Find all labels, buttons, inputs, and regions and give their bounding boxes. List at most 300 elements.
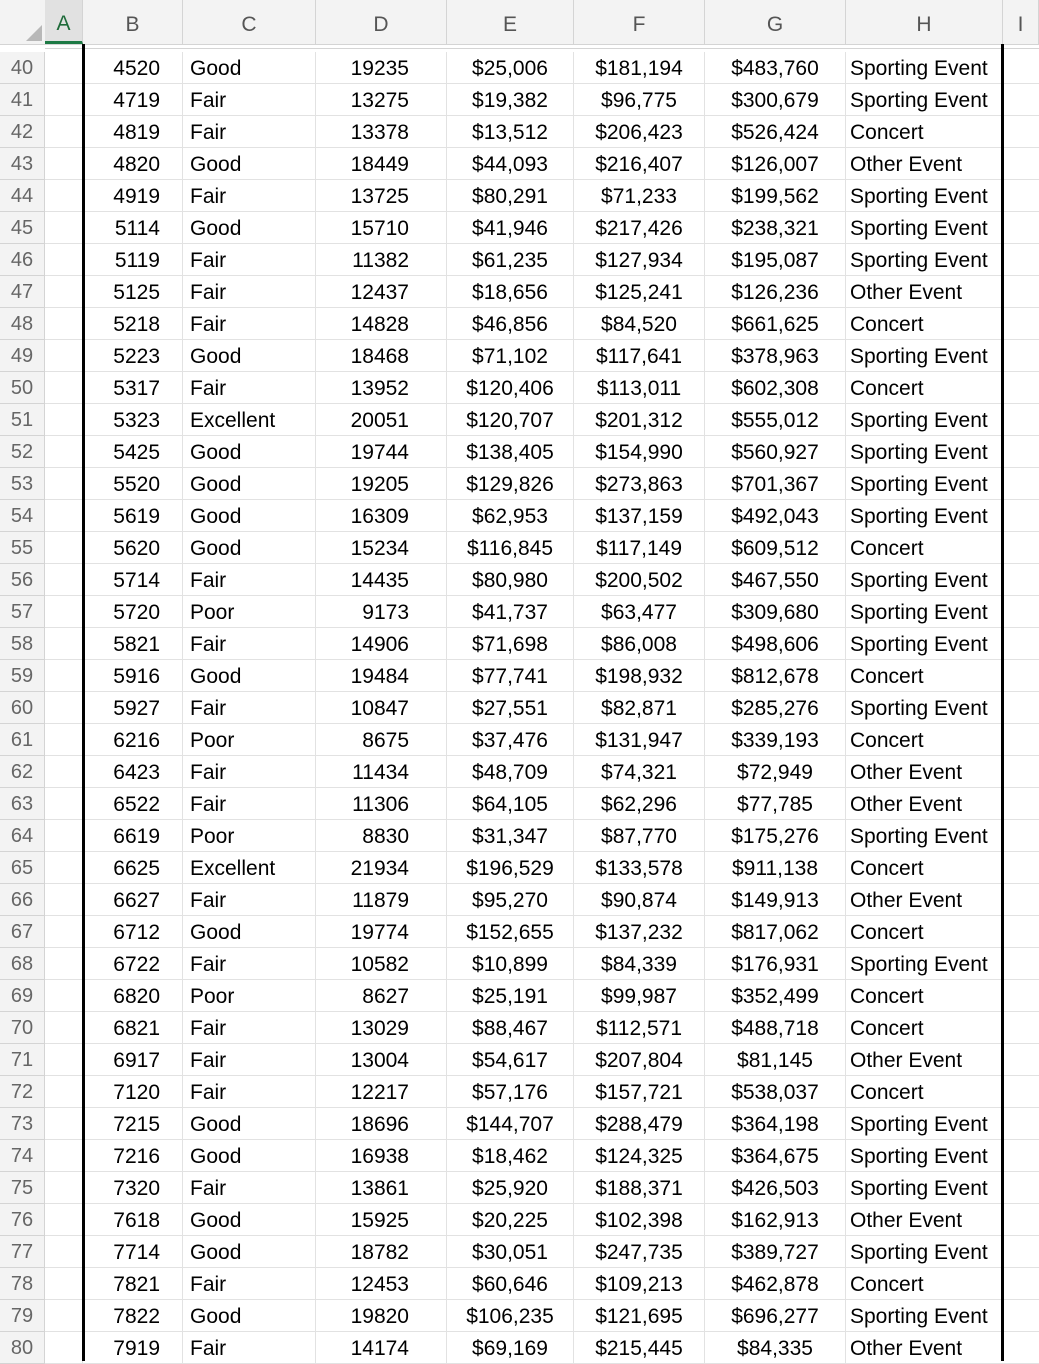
cell-a[interactable] (45, 212, 83, 244)
cell-f[interactable]: $84,520 (574, 308, 705, 340)
cell-h[interactable]: Sporting Event (846, 404, 1003, 436)
cell-e[interactable]: $41,737 (447, 596, 574, 628)
cell-f[interactable]: $200,502 (574, 564, 705, 596)
cell-d[interactable]: 19744 (316, 436, 447, 468)
cell-h[interactable]: Other Event (846, 276, 1003, 308)
cell-e[interactable]: $25,191 (447, 980, 574, 1012)
cell-f[interactable]: $117,641 (574, 340, 705, 372)
cell-f[interactable]: $82,871 (574, 692, 705, 724)
cell-h[interactable]: Other Event (846, 1044, 1003, 1076)
cell-e[interactable]: $41,946 (447, 212, 574, 244)
cell-d[interactable]: 11879 (316, 884, 447, 916)
cell-d[interactable]: 19235 (316, 52, 447, 84)
cell-b[interactable]: 5927 (83, 692, 183, 724)
cell-d[interactable]: 8627 (316, 980, 447, 1012)
cell-c[interactable]: Fair (183, 276, 316, 308)
cell-e[interactable]: $54,617 (447, 1044, 574, 1076)
cell-g[interactable]: $285,276 (705, 692, 846, 724)
cell-d[interactable]: 13275 (316, 84, 447, 116)
cell-h[interactable]: Other Event (846, 884, 1003, 916)
cell-b[interactable]: 7215 (83, 1108, 183, 1140)
cell-c[interactable]: Good (183, 916, 316, 948)
cell-b[interactable]: 6619 (83, 820, 183, 852)
cell-g[interactable]: $555,012 (705, 404, 846, 436)
cell-c[interactable]: Good (183, 1236, 316, 1268)
cell-g[interactable]: $817,062 (705, 916, 846, 948)
row-number[interactable]: 44 (0, 180, 45, 212)
cell-a[interactable] (45, 340, 83, 372)
cell-d[interactable]: 8675 (316, 724, 447, 756)
cell-a[interactable] (45, 628, 83, 660)
cell-i[interactable] (1003, 1108, 1039, 1140)
cell-g[interactable]: $526,424 (705, 116, 846, 148)
row-number[interactable]: 59 (0, 660, 45, 692)
cell-a[interactable] (45, 596, 83, 628)
cell-a[interactable] (45, 916, 83, 948)
cell-g[interactable]: $602,308 (705, 372, 846, 404)
cell-i[interactable] (1003, 1172, 1039, 1204)
cell-c[interactable]: Good (183, 340, 316, 372)
cell-f[interactable]: $157,721 (574, 1076, 705, 1108)
cell-d[interactable]: 14435 (316, 564, 447, 596)
cell-i[interactable] (1003, 468, 1039, 500)
cell-a[interactable] (45, 1172, 83, 1204)
column-header-h[interactable]: H (846, 0, 1003, 44)
cell-f[interactable]: $188,371 (574, 1172, 705, 1204)
cell-i[interactable] (1003, 500, 1039, 532)
cell-d[interactable]: 14906 (316, 628, 447, 660)
row-number[interactable]: 40 (0, 52, 45, 84)
cell-h[interactable]: Concert (846, 660, 1003, 692)
row-number[interactable]: 48 (0, 308, 45, 340)
column-header-g[interactable]: G (705, 0, 846, 44)
cell-i[interactable] (1003, 244, 1039, 276)
cell-c[interactable]: Fair (183, 628, 316, 660)
cell-a[interactable] (45, 116, 83, 148)
cell-b[interactable]: 5317 (83, 372, 183, 404)
cell-e[interactable]: $60,646 (447, 1268, 574, 1300)
cell-d[interactable]: 13029 (316, 1012, 447, 1044)
cell-i[interactable] (1003, 756, 1039, 788)
cell-i[interactable] (1003, 660, 1039, 692)
cell-i[interactable] (1003, 212, 1039, 244)
cell-b[interactable]: 5720 (83, 596, 183, 628)
cell-a[interactable] (45, 1300, 83, 1332)
cell-f[interactable]: $63,477 (574, 596, 705, 628)
cell-c[interactable]: Good (183, 1204, 316, 1236)
cell-b[interactable]: 7216 (83, 1140, 183, 1172)
cell-i[interactable] (1003, 1332, 1039, 1364)
cell-h[interactable]: Sporting Event (846, 436, 1003, 468)
cell-b[interactable]: 7120 (83, 1076, 183, 1108)
row-number[interactable]: 74 (0, 1140, 45, 1172)
cell-c[interactable]: Fair (183, 1172, 316, 1204)
cell-g[interactable]: $701,367 (705, 468, 846, 500)
cell-c[interactable]: Poor (183, 980, 316, 1012)
cell-d[interactable]: 15925 (316, 1204, 447, 1236)
cell-c[interactable]: Fair (183, 788, 316, 820)
cell-d[interactable]: 13004 (316, 1044, 447, 1076)
cell-h[interactable]: Sporting Event (846, 820, 1003, 852)
cell-c[interactable]: Excellent (183, 852, 316, 884)
cell-g[interactable]: $300,679 (705, 84, 846, 116)
cell-e[interactable]: $25,006 (447, 52, 574, 84)
cell-e[interactable]: $64,105 (447, 788, 574, 820)
cell-i[interactable] (1003, 1044, 1039, 1076)
cell-d[interactable]: 18449 (316, 148, 447, 180)
cell-a[interactable] (45, 52, 83, 84)
cell-i[interactable] (1003, 948, 1039, 980)
cell-f[interactable]: $113,011 (574, 372, 705, 404)
row-number[interactable]: 75 (0, 1172, 45, 1204)
cell-e[interactable]: $88,467 (447, 1012, 574, 1044)
cell-a[interactable] (45, 1140, 83, 1172)
cell-b[interactable]: 6625 (83, 852, 183, 884)
cell-f[interactable]: $216,407 (574, 148, 705, 180)
cell-a[interactable] (45, 564, 83, 596)
cell-h[interactable]: Sporting Event (846, 52, 1003, 84)
cell-e[interactable]: $30,051 (447, 1236, 574, 1268)
cell-h[interactable]: Sporting Event (846, 180, 1003, 212)
cell-c[interactable]: Excellent (183, 404, 316, 436)
cell-b[interactable]: 6917 (83, 1044, 183, 1076)
cell-e[interactable]: $18,462 (447, 1140, 574, 1172)
cell-h[interactable]: Sporting Event (846, 596, 1003, 628)
cell-b[interactable]: 7822 (83, 1300, 183, 1332)
cell-g[interactable]: $538,037 (705, 1076, 846, 1108)
cell-e[interactable]: $152,655 (447, 916, 574, 948)
row-number[interactable]: 67 (0, 916, 45, 948)
cell-e[interactable]: $80,291 (447, 180, 574, 212)
cell-g[interactable]: $498,606 (705, 628, 846, 660)
cell-i[interactable] (1003, 1012, 1039, 1044)
cell-b[interactable]: 5425 (83, 436, 183, 468)
cell-a[interactable] (45, 660, 83, 692)
cell-i[interactable] (1003, 372, 1039, 404)
cell-i[interactable] (1003, 180, 1039, 212)
cell-h[interactable]: Concert (846, 372, 1003, 404)
cell-a[interactable] (45, 308, 83, 340)
cell-f[interactable]: $102,398 (574, 1204, 705, 1236)
cell-h[interactable]: Concert (846, 1012, 1003, 1044)
cell-i[interactable] (1003, 788, 1039, 820)
row-number[interactable]: 64 (0, 820, 45, 852)
row-number[interactable]: 76 (0, 1204, 45, 1236)
cell-a[interactable] (45, 372, 83, 404)
cell-b[interactable]: 6722 (83, 948, 183, 980)
cell-e[interactable]: $77,741 (447, 660, 574, 692)
cell-h[interactable]: Sporting Event (846, 692, 1003, 724)
cell-f[interactable]: $90,874 (574, 884, 705, 916)
cell-i[interactable] (1003, 52, 1039, 84)
cell-b[interactable]: 6423 (83, 756, 183, 788)
cell-f[interactable]: $288,479 (574, 1108, 705, 1140)
cell-g[interactable]: $492,043 (705, 500, 846, 532)
row-number[interactable]: 49 (0, 340, 45, 372)
cell-e[interactable]: $106,235 (447, 1300, 574, 1332)
cell-b[interactable]: 4820 (83, 148, 183, 180)
cell-e[interactable]: $95,270 (447, 884, 574, 916)
cell-g[interactable]: $462,878 (705, 1268, 846, 1300)
cell-f[interactable]: $207,804 (574, 1044, 705, 1076)
cell-a[interactable] (45, 180, 83, 212)
cell-c[interactable]: Fair (183, 180, 316, 212)
cell-b[interactable]: 6522 (83, 788, 183, 820)
cell-c[interactable]: Fair (183, 84, 316, 116)
cell-e[interactable]: $120,406 (447, 372, 574, 404)
cell-d[interactable]: 19205 (316, 468, 447, 500)
cell-g[interactable]: $81,145 (705, 1044, 846, 1076)
cell-a[interactable] (45, 468, 83, 500)
cell-b[interactable]: 5620 (83, 532, 183, 564)
column-header-c[interactable]: C (183, 0, 316, 44)
cell-g[interactable]: $560,927 (705, 436, 846, 468)
cell-f[interactable]: $109,213 (574, 1268, 705, 1300)
cell-f[interactable]: $137,159 (574, 500, 705, 532)
cell-b[interactable]: 5218 (83, 308, 183, 340)
cell-a[interactable] (45, 1332, 83, 1364)
row-number[interactable]: 73 (0, 1108, 45, 1140)
cell-d[interactable]: 18696 (316, 1108, 447, 1140)
cell-a[interactable] (45, 1236, 83, 1268)
cell-f[interactable]: $247,735 (574, 1236, 705, 1268)
cell-e[interactable]: $48,709 (447, 756, 574, 788)
cell-b[interactable]: 5223 (83, 340, 183, 372)
cell-c[interactable]: Fair (183, 1268, 316, 1300)
row-number[interactable]: 56 (0, 564, 45, 596)
cell-c[interactable]: Good (183, 212, 316, 244)
cell-d[interactable]: 13725 (316, 180, 447, 212)
cell-b[interactable]: 5125 (83, 276, 183, 308)
cell-d[interactable]: 13378 (316, 116, 447, 148)
row-number[interactable]: 60 (0, 692, 45, 724)
cell-f[interactable]: $62,296 (574, 788, 705, 820)
cell-c[interactable]: Fair (183, 372, 316, 404)
cell-a[interactable] (45, 404, 83, 436)
cell-f[interactable]: $84,339 (574, 948, 705, 980)
cell-i[interactable] (1003, 148, 1039, 180)
cell-g[interactable]: $309,680 (705, 596, 846, 628)
cell-d[interactable]: 18782 (316, 1236, 447, 1268)
cell-f[interactable]: $133,578 (574, 852, 705, 884)
cell-d[interactable]: 10582 (316, 948, 447, 980)
cell-i[interactable] (1003, 820, 1039, 852)
cell-i[interactable] (1003, 532, 1039, 564)
cell-f[interactable]: $206,423 (574, 116, 705, 148)
cell-b[interactable]: 5619 (83, 500, 183, 532)
cell-g[interactable]: $352,499 (705, 980, 846, 1012)
cell-e[interactable]: $69,169 (447, 1332, 574, 1364)
cell-e[interactable]: $129,826 (447, 468, 574, 500)
cell-c[interactable]: Good (183, 660, 316, 692)
cell-h[interactable]: Concert (846, 724, 1003, 756)
cell-d[interactable]: 13952 (316, 372, 447, 404)
cell-i[interactable] (1003, 692, 1039, 724)
cell-b[interactable]: 7714 (83, 1236, 183, 1268)
row-number[interactable]: 53 (0, 468, 45, 500)
cell-a[interactable] (45, 148, 83, 180)
cell-g[interactable]: $199,562 (705, 180, 846, 212)
row-number[interactable]: 46 (0, 244, 45, 276)
column-header-i[interactable]: I (1003, 0, 1039, 44)
cell-h[interactable]: Sporting Event (846, 948, 1003, 980)
cell-g[interactable]: $812,678 (705, 660, 846, 692)
cell-d[interactable]: 14828 (316, 308, 447, 340)
cell-h[interactable]: Sporting Event (846, 244, 1003, 276)
cell-b[interactable]: 5323 (83, 404, 183, 436)
cell-d[interactable]: 16938 (316, 1140, 447, 1172)
cell-e[interactable]: $80,980 (447, 564, 574, 596)
cell-d[interactable]: 10847 (316, 692, 447, 724)
cell-i[interactable] (1003, 1268, 1039, 1300)
cell-a[interactable] (45, 788, 83, 820)
row-number[interactable]: 42 (0, 116, 45, 148)
row-number[interactable]: 52 (0, 436, 45, 468)
cell-a[interactable] (45, 980, 83, 1012)
cell-c[interactable]: Good (183, 1108, 316, 1140)
cell-c[interactable]: Fair (183, 564, 316, 596)
cell-c[interactable]: Good (183, 52, 316, 84)
row-number[interactable]: 47 (0, 276, 45, 308)
cell-f[interactable]: $217,426 (574, 212, 705, 244)
cell-i[interactable] (1003, 404, 1039, 436)
cell-h[interactable]: Sporting Event (846, 1300, 1003, 1332)
cell-e[interactable]: $144,707 (447, 1108, 574, 1140)
cell-h[interactable]: Sporting Event (846, 1172, 1003, 1204)
row-number[interactable]: 43 (0, 148, 45, 180)
row-number[interactable]: 72 (0, 1076, 45, 1108)
cell-f[interactable]: $112,571 (574, 1012, 705, 1044)
cell-i[interactable] (1003, 276, 1039, 308)
cell-a[interactable] (45, 276, 83, 308)
cell-f[interactable]: $87,770 (574, 820, 705, 852)
cell-c[interactable]: Fair (183, 756, 316, 788)
cell-d[interactable]: 15234 (316, 532, 447, 564)
cell-b[interactable]: 6627 (83, 884, 183, 916)
cell-a[interactable] (45, 884, 83, 916)
cell-a[interactable] (45, 532, 83, 564)
cell-i[interactable] (1003, 564, 1039, 596)
cell-b[interactable]: 4919 (83, 180, 183, 212)
cell-c[interactable]: Poor (183, 820, 316, 852)
cell-d[interactable]: 19774 (316, 916, 447, 948)
cell-g[interactable]: $175,276 (705, 820, 846, 852)
row-number[interactable]: 45 (0, 212, 45, 244)
cell-f[interactable]: $96,775 (574, 84, 705, 116)
cell-h[interactable]: Other Event (846, 1332, 1003, 1364)
cell-g[interactable]: $339,193 (705, 724, 846, 756)
row-number[interactable]: 66 (0, 884, 45, 916)
cell-c[interactable]: Good (183, 148, 316, 180)
cell-h[interactable]: Concert (846, 980, 1003, 1012)
cell-h[interactable]: Concert (846, 1268, 1003, 1300)
cell-a[interactable] (45, 756, 83, 788)
cell-c[interactable]: Fair (183, 244, 316, 276)
cell-i[interactable] (1003, 724, 1039, 756)
row-number[interactable]: 51 (0, 404, 45, 436)
cell-b[interactable]: 6820 (83, 980, 183, 1012)
cell-h[interactable]: Sporting Event (846, 1236, 1003, 1268)
cell-i[interactable] (1003, 340, 1039, 372)
cell-f[interactable]: $124,325 (574, 1140, 705, 1172)
cell-a[interactable] (45, 244, 83, 276)
cell-h[interactable]: Concert (846, 1076, 1003, 1108)
cell-e[interactable]: $13,512 (447, 116, 574, 148)
cell-f[interactable]: $71,233 (574, 180, 705, 212)
cell-a[interactable] (45, 948, 83, 980)
cell-b[interactable]: 4719 (83, 84, 183, 116)
row-number[interactable]: 70 (0, 1012, 45, 1044)
cell-i[interactable] (1003, 308, 1039, 340)
cell-b[interactable]: 6821 (83, 1012, 183, 1044)
cell-d[interactable]: 21934 (316, 852, 447, 884)
column-header-a[interactable]: A (45, 0, 83, 44)
cell-h[interactable]: Concert (846, 532, 1003, 564)
row-number[interactable]: 79 (0, 1300, 45, 1332)
cell-i[interactable] (1003, 116, 1039, 148)
cell-d[interactable]: 15710 (316, 212, 447, 244)
cell-a[interactable] (45, 692, 83, 724)
row-number[interactable]: 69 (0, 980, 45, 1012)
cell-i[interactable] (1003, 884, 1039, 916)
cell-h[interactable]: Other Event (846, 756, 1003, 788)
cell-a[interactable] (45, 1076, 83, 1108)
cell-e[interactable]: $37,476 (447, 724, 574, 756)
column-header-e[interactable]: E (447, 0, 574, 44)
cell-h[interactable]: Other Event (846, 1204, 1003, 1236)
cell-a[interactable] (45, 84, 83, 116)
cell-h[interactable]: Sporting Event (846, 1108, 1003, 1140)
cell-g[interactable]: $426,503 (705, 1172, 846, 1204)
cell-c[interactable]: Poor (183, 596, 316, 628)
cell-d[interactable]: 19484 (316, 660, 447, 692)
cell-e[interactable]: $116,845 (447, 532, 574, 564)
cell-f[interactable]: $273,863 (574, 468, 705, 500)
cell-d[interactable]: 9173 (316, 596, 447, 628)
cell-e[interactable]: $120,707 (447, 404, 574, 436)
cell-e[interactable]: $61,235 (447, 244, 574, 276)
cell-c[interactable]: Good (183, 1300, 316, 1332)
cell-i[interactable] (1003, 436, 1039, 468)
cell-g[interactable]: $162,913 (705, 1204, 846, 1236)
cell-g[interactable]: $911,138 (705, 852, 846, 884)
cell-g[interactable]: $488,718 (705, 1012, 846, 1044)
cell-c[interactable]: Good (183, 436, 316, 468)
cell-f[interactable]: $127,934 (574, 244, 705, 276)
cell-a[interactable] (45, 852, 83, 884)
cell-e[interactable]: $71,698 (447, 628, 574, 660)
cell-d[interactable]: 8830 (316, 820, 447, 852)
cell-e[interactable]: $46,856 (447, 308, 574, 340)
select-all-corner[interactable] (0, 0, 45, 44)
cell-i[interactable] (1003, 1204, 1039, 1236)
cell-g[interactable]: $696,277 (705, 1300, 846, 1332)
cell-h[interactable]: Sporting Event (846, 340, 1003, 372)
cell-g[interactable]: $176,931 (705, 948, 846, 980)
column-header-f[interactable]: F (574, 0, 705, 44)
cell-i[interactable] (1003, 980, 1039, 1012)
cell-a[interactable] (45, 724, 83, 756)
cell-e[interactable]: $19,382 (447, 84, 574, 116)
cell-c[interactable]: Good (183, 500, 316, 532)
cell-a[interactable] (45, 1012, 83, 1044)
cell-b[interactable]: 5520 (83, 468, 183, 500)
cell-e[interactable]: $57,176 (447, 1076, 574, 1108)
cell-g[interactable]: $609,512 (705, 532, 846, 564)
cell-h[interactable]: Other Event (846, 788, 1003, 820)
cell-b[interactable]: 7320 (83, 1172, 183, 1204)
cell-i[interactable] (1003, 1300, 1039, 1332)
